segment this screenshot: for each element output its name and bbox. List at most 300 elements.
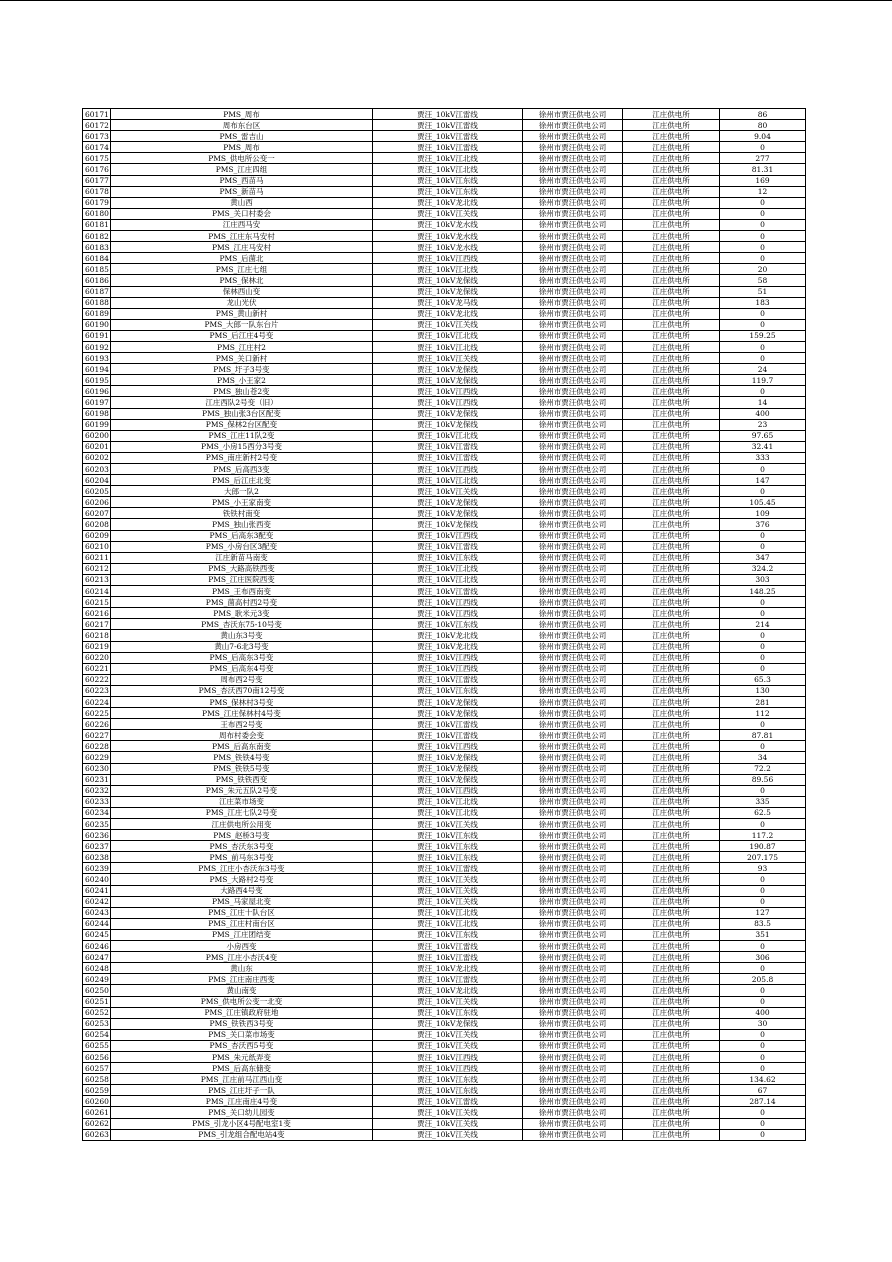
station-cell: 江庄供电所 — [623, 475, 720, 486]
transformer-name-cell: PMS_江庄南庄西变 — [111, 974, 373, 985]
table-row — [83, 219, 806, 230]
table-row — [83, 408, 806, 419]
value-cell: 190.87 — [720, 841, 806, 852]
station-cell: 江庄供电所 — [623, 819, 720, 830]
value-cell: 23 — [720, 419, 806, 430]
transformer-name-cell: PMS_独山张西变 — [111, 519, 373, 530]
table-row — [83, 685, 806, 696]
company-cell: 徐州市贾汪供电公司 — [523, 519, 623, 530]
station-cell: 江庄供电所 — [623, 275, 720, 286]
company-cell: 徐州市贾汪供电公司 — [523, 530, 623, 541]
transformer-name-cell: PMS_江庄小杏沃东3号变 — [111, 863, 373, 874]
station-cell: 江庄供电所 — [623, 852, 720, 863]
company-cell: 徐州市贾汪供电公司 — [523, 508, 623, 519]
row-id-cell: 60217 — [83, 619, 111, 630]
transformer-name-cell: 周布东台区 — [111, 120, 373, 131]
company-cell: 徐州市贾汪供电公司 — [523, 197, 623, 208]
value-cell: 119.7 — [720, 375, 806, 386]
value-cell: 0 — [720, 353, 806, 364]
company-cell: 徐州市贾汪供电公司 — [523, 841, 623, 852]
row-id-cell: 60200 — [83, 430, 111, 441]
company-cell: 徐州市贾汪供电公司 — [523, 397, 623, 408]
row-id-cell: 60228 — [83, 741, 111, 752]
company-cell: 徐州市贾汪供电公司 — [523, 120, 623, 131]
transformer-name-cell: PMS_江庄镇政府驻地 — [111, 1007, 373, 1018]
table-row — [83, 1063, 806, 1074]
station-cell: 江庄供电所 — [623, 807, 720, 818]
value-cell: 127 — [720, 907, 806, 918]
transformer-name-cell: PMS_铁铁西3号变 — [111, 1018, 373, 1029]
value-cell: 0 — [720, 1107, 806, 1118]
station-cell: 江庄供电所 — [623, 541, 720, 552]
station-cell: 江庄供电所 — [623, 253, 720, 264]
feeder-line-cell: 贾汪_10kV江东线 — [373, 852, 523, 863]
company-cell: 徐州市贾汪供电公司 — [523, 641, 623, 652]
transformer-name-cell: PMS_江庄马安村 — [111, 242, 373, 253]
transformer-name-cell: PMS_独山苍2变 — [111, 386, 373, 397]
company-cell: 徐州市贾汪供电公司 — [523, 819, 623, 830]
value-cell: 207.175 — [720, 852, 806, 863]
station-cell: 江庄供电所 — [623, 619, 720, 630]
company-cell: 徐州市贾汪供电公司 — [523, 874, 623, 885]
value-cell: 80 — [720, 120, 806, 131]
company-cell: 徐州市贾汪供电公司 — [523, 408, 623, 419]
table-row — [83, 419, 806, 430]
transformer-name-cell: 王布西2号变 — [111, 719, 373, 730]
company-cell: 徐州市贾汪供电公司 — [523, 708, 623, 719]
transformer-name-cell: PMS_江庄南庄4号变 — [111, 1096, 373, 1107]
company-cell: 徐州市贾汪供电公司 — [523, 830, 623, 841]
feeder-line-cell: 贾汪_10kV江北线 — [373, 807, 523, 818]
company-cell: 徐州市贾汪供电公司 — [523, 186, 623, 197]
transformer-name-cell: PMS_杏沃西70南12号变 — [111, 685, 373, 696]
station-cell: 江庄供电所 — [623, 308, 720, 319]
feeder-line-cell: 贾汪_10kV龙保线 — [373, 519, 523, 530]
row-id-cell: 60186 — [83, 275, 111, 286]
row-id-cell: 60202 — [83, 452, 111, 463]
company-cell: 徐州市贾汪供电公司 — [523, 1063, 623, 1074]
transformer-name-cell: 黄山东3号变 — [111, 630, 373, 641]
row-id-cell: 60263 — [83, 1129, 111, 1140]
table-row — [83, 918, 806, 929]
company-cell: 徐州市贾汪供电公司 — [523, 929, 623, 940]
company-cell: 徐州市贾汪供电公司 — [523, 1085, 623, 1096]
station-cell: 江庄供电所 — [623, 375, 720, 386]
feeder-line-cell: 贾汪_10kV江关线 — [373, 1040, 523, 1051]
feeder-line-cell: 贾汪_10kV江关线 — [373, 319, 523, 330]
feeder-line-cell: 贾汪_10kV龙保线 — [373, 508, 523, 519]
company-cell: 徐州市贾汪供电公司 — [523, 1051, 623, 1062]
table-row — [83, 597, 806, 608]
table-row — [83, 974, 806, 985]
row-id-cell: 60215 — [83, 597, 111, 608]
table-row — [83, 1051, 806, 1062]
feeder-line-cell: 贾汪_10kV江北线 — [373, 341, 523, 352]
value-cell: 117.2 — [720, 830, 806, 841]
company-cell: 徐州市贾汪供电公司 — [523, 219, 623, 230]
table-row — [83, 208, 806, 219]
table-row — [83, 874, 806, 885]
feeder-line-cell: 贾汪_10kV江东线 — [373, 1085, 523, 1096]
row-id-cell: 60251 — [83, 996, 111, 1007]
value-cell: 0 — [720, 941, 806, 952]
company-cell: 徐州市贾汪供电公司 — [523, 630, 623, 641]
company-cell: 徐州市贾汪供电公司 — [523, 286, 623, 297]
transformer-name-cell: PMS_保林村3号变 — [111, 696, 373, 707]
transformer-table — [82, 108, 806, 1141]
row-id-cell: 60173 — [83, 131, 111, 142]
table-row — [83, 497, 806, 508]
station-cell: 江庄供电所 — [623, 929, 720, 940]
value-cell: 183 — [720, 297, 806, 308]
feeder-line-cell: 贾汪_10kV江关线 — [373, 874, 523, 885]
station-cell: 江庄供电所 — [623, 286, 720, 297]
feeder-line-cell: 贾汪_10kV江西线 — [373, 386, 523, 397]
station-cell: 江庄供电所 — [623, 430, 720, 441]
station-cell: 江庄供电所 — [623, 1118, 720, 1129]
feeder-line-cell: 贾汪_10kV江北线 — [373, 330, 523, 341]
table-row — [83, 397, 806, 408]
row-id-cell: 60253 — [83, 1018, 111, 1029]
feeder-line-cell: 贾汪_10kV江雷线 — [373, 1096, 523, 1107]
company-cell: 徐州市贾汪供电公司 — [523, 441, 623, 452]
value-cell: 72.2 — [720, 763, 806, 774]
table-row — [83, 375, 806, 386]
company-cell: 徐州市贾汪供电公司 — [523, 863, 623, 874]
value-cell: 0 — [720, 652, 806, 663]
value-cell: 9.04 — [720, 131, 806, 142]
value-cell: 0 — [720, 608, 806, 619]
value-cell: 281 — [720, 696, 806, 707]
transformer-name-cell: PMS_独山张3台区配变 — [111, 408, 373, 419]
table-row — [83, 641, 806, 652]
row-id-cell: 60219 — [83, 641, 111, 652]
company-cell: 徐州市贾汪供电公司 — [523, 430, 623, 441]
transformer-name-cell: PMS_后高东南变 — [111, 741, 373, 752]
transformer-name-cell: PMS_菌高村西2号变 — [111, 597, 373, 608]
feeder-line-cell: 贾汪_10kV江关线 — [373, 486, 523, 497]
value-cell: 287.14 — [720, 1096, 806, 1107]
transformer-name-cell: PMS_周布 — [111, 109, 373, 120]
table-row — [83, 708, 806, 719]
table-row — [83, 1085, 806, 1096]
row-id-cell: 60234 — [83, 807, 111, 818]
value-cell: 0 — [720, 1118, 806, 1129]
company-cell: 徐州市贾汪供电公司 — [523, 985, 623, 996]
feeder-line-cell: 贾汪_10kV江雷线 — [373, 541, 523, 552]
feeder-line-cell: 贾汪_10kV江关线 — [373, 1029, 523, 1040]
station-cell: 江庄供电所 — [623, 1129, 720, 1140]
table-row — [83, 1018, 806, 1029]
transformer-name-cell: 黄山7-6北3号变 — [111, 641, 373, 652]
feeder-line-cell: 贾汪_10kV江北线 — [373, 430, 523, 441]
company-cell: 徐州市贾汪供电公司 — [523, 586, 623, 597]
station-cell: 江庄供电所 — [623, 1085, 720, 1096]
table-row — [83, 841, 806, 852]
company-cell: 徐州市贾汪供电公司 — [523, 696, 623, 707]
table-row — [83, 430, 806, 441]
station-cell: 江庄供电所 — [623, 1107, 720, 1118]
company-cell: 徐州市贾汪供电公司 — [523, 996, 623, 1007]
station-cell: 江庄供电所 — [623, 608, 720, 619]
station-cell: 江庄供电所 — [623, 663, 720, 674]
value-cell: 335 — [720, 796, 806, 807]
station-cell: 江庄供电所 — [623, 1029, 720, 1040]
feeder-line-cell: 贾汪_10kV龙保线 — [373, 752, 523, 763]
station-cell: 江庄供电所 — [623, 419, 720, 430]
transformer-name-cell: PMS_江庄村2 — [111, 341, 373, 352]
station-cell: 江庄供电所 — [623, 231, 720, 242]
row-id-cell: 60189 — [83, 308, 111, 319]
value-cell: 0 — [720, 197, 806, 208]
value-cell: 148.25 — [720, 586, 806, 597]
feeder-line-cell: 贾汪_10kV江东线 — [373, 1074, 523, 1085]
row-id-cell: 60233 — [83, 796, 111, 807]
station-cell: 江庄供电所 — [623, 364, 720, 375]
company-cell: 徐州市贾汪供电公司 — [523, 308, 623, 319]
feeder-line-cell: 贾汪_10kV江西线 — [373, 741, 523, 752]
transformer-name-cell: PMS_江庄村南台区 — [111, 918, 373, 929]
company-cell: 徐州市贾汪供电公司 — [523, 341, 623, 352]
company-cell: 徐州市贾汪供电公司 — [523, 741, 623, 752]
transformer-name-cell: PMS_引龙小区4号配电室1变 — [111, 1118, 373, 1129]
transformer-name-cell: 黄山西 — [111, 197, 373, 208]
table-row — [83, 1029, 806, 1040]
feeder-line-cell: 贾汪_10kV龙北线 — [373, 630, 523, 641]
transformer-name-cell: PMS_后高东3号变 — [111, 652, 373, 663]
value-cell: 0 — [720, 219, 806, 230]
company-cell: 徐州市贾汪供电公司 — [523, 918, 623, 929]
table-row — [83, 1129, 806, 1140]
company-cell: 徐州市贾汪供电公司 — [523, 608, 623, 619]
transformer-name-cell: 江庄西马安 — [111, 219, 373, 230]
value-cell: 376 — [720, 519, 806, 530]
company-cell: 徐州市贾汪供电公司 — [523, 208, 623, 219]
station-cell: 江庄供电所 — [623, 830, 720, 841]
company-cell: 徐州市贾汪供电公司 — [523, 885, 623, 896]
value-cell: 0 — [720, 874, 806, 885]
feeder-line-cell: 贾汪_10kV江关线 — [373, 819, 523, 830]
company-cell: 徐州市贾汪供电公司 — [523, 652, 623, 663]
feeder-line-cell: 贾汪_10kV江西线 — [373, 1063, 523, 1074]
table-row — [83, 153, 806, 164]
station-cell: 江庄供电所 — [623, 896, 720, 907]
feeder-line-cell: 贾汪_10kV江关线 — [373, 996, 523, 1007]
transformer-name-cell: PMS_铁铁4号变 — [111, 752, 373, 763]
transformer-name-cell: 大路西4号变 — [111, 885, 373, 896]
table-row — [83, 1096, 806, 1107]
row-id-cell: 60246 — [83, 941, 111, 952]
row-id-cell: 60259 — [83, 1085, 111, 1096]
company-cell: 徐州市贾汪供电公司 — [523, 685, 623, 696]
transformer-name-cell: PMS_引龙组合配电站4变 — [111, 1129, 373, 1140]
top-border-line — [0, 0, 892, 1]
station-cell: 江庄供电所 — [623, 841, 720, 852]
station-cell: 江庄供电所 — [623, 1096, 720, 1107]
value-cell: 89.56 — [720, 774, 806, 785]
feeder-line-cell: 贾汪_10kV龙北线 — [373, 985, 523, 996]
transformer-name-cell: PMS_关口幼儿园变 — [111, 1107, 373, 1118]
value-cell: 303 — [720, 574, 806, 585]
row-id-cell: 60238 — [83, 852, 111, 863]
feeder-line-cell: 贾汪_10kV江东线 — [373, 685, 523, 696]
station-cell: 江庄供电所 — [623, 131, 720, 142]
value-cell: 0 — [720, 885, 806, 896]
table-row — [83, 275, 806, 286]
row-id-cell: 60254 — [83, 1029, 111, 1040]
transformer-name-cell: PMS_后江庄北变 — [111, 475, 373, 486]
table-row — [83, 752, 806, 763]
company-cell: 徐州市贾汪供电公司 — [523, 1018, 623, 1029]
station-cell: 江庄供电所 — [623, 497, 720, 508]
row-id-cell: 60224 — [83, 696, 111, 707]
value-cell: 83.5 — [720, 918, 806, 929]
company-cell: 徐州市贾汪供电公司 — [523, 142, 623, 153]
value-cell: 86 — [720, 109, 806, 120]
transformer-name-cell: 小房西变 — [111, 941, 373, 952]
table-row — [83, 952, 806, 963]
station-cell: 江庄供电所 — [623, 1063, 720, 1074]
table-row — [83, 674, 806, 685]
row-id-cell: 60225 — [83, 708, 111, 719]
row-id-cell: 60249 — [83, 974, 111, 985]
feeder-line-cell: 贾汪_10kV江关线 — [373, 896, 523, 907]
row-id-cell: 60193 — [83, 353, 111, 364]
feeder-line-cell: 贾汪_10kV江关线 — [373, 208, 523, 219]
feeder-line-cell: 贾汪_10kV江关线 — [373, 1107, 523, 1118]
feeder-line-cell: 贾汪_10kV江东线 — [373, 175, 523, 186]
station-cell: 江庄供电所 — [623, 985, 720, 996]
table-row — [83, 830, 806, 841]
company-cell: 徐州市贾汪供电公司 — [523, 1007, 623, 1018]
station-cell: 江庄供电所 — [623, 796, 720, 807]
company-cell: 徐州市贾汪供电公司 — [523, 963, 623, 974]
station-cell: 江庄供电所 — [623, 186, 720, 197]
transformer-name-cell: PMS_江庄团结变 — [111, 929, 373, 940]
table-row — [83, 563, 806, 574]
station-cell: 江庄供电所 — [623, 175, 720, 186]
value-cell: 0 — [720, 963, 806, 974]
value-cell: 159.25 — [720, 330, 806, 341]
feeder-line-cell: 贾汪_10kV江西线 — [373, 652, 523, 663]
company-cell: 徐州市贾汪供电公司 — [523, 264, 623, 275]
feeder-line-cell: 贾汪_10kV江北线 — [373, 907, 523, 918]
station-cell: 江庄供电所 — [623, 441, 720, 452]
table-row — [83, 109, 806, 120]
company-cell: 徐州市贾汪供电公司 — [523, 563, 623, 574]
row-id-cell: 60257 — [83, 1063, 111, 1074]
row-id-cell: 60241 — [83, 885, 111, 896]
feeder-line-cell: 贾汪_10kV龙保线 — [373, 408, 523, 419]
feeder-line-cell: 贾汪_10kV龙保线 — [373, 708, 523, 719]
company-cell: 徐州市贾汪供电公司 — [523, 941, 623, 952]
row-id-cell: 60227 — [83, 730, 111, 741]
company-cell: 徐州市贾汪供电公司 — [523, 541, 623, 552]
value-cell: 0 — [720, 597, 806, 608]
row-id-cell: 60199 — [83, 419, 111, 430]
table-row — [83, 264, 806, 275]
feeder-line-cell: 贾汪_10kV江北线 — [373, 475, 523, 486]
table-row — [83, 386, 806, 397]
company-cell: 徐州市贾汪供电公司 — [523, 674, 623, 685]
feeder-line-cell: 贾汪_10kV江雷线 — [373, 441, 523, 452]
row-id-cell: 60192 — [83, 341, 111, 352]
company-cell: 徐州市贾汪供电公司 — [523, 353, 623, 364]
transformer-name-cell: PMS_大郎一队东台片 — [111, 319, 373, 330]
value-cell: 324.2 — [720, 563, 806, 574]
table-row — [83, 330, 806, 341]
row-id-cell: 60197 — [83, 397, 111, 408]
feeder-line-cell: 贾汪_10kV江雷线 — [373, 863, 523, 874]
feeder-line-cell: 贾汪_10kV龙保线 — [373, 1018, 523, 1029]
transformer-name-cell: PMS_圩子3号变 — [111, 364, 373, 375]
row-id-cell: 60204 — [83, 475, 111, 486]
transformer-name-cell: PMS_后高西3变 — [111, 464, 373, 475]
value-cell: 0 — [720, 996, 806, 1007]
transformer-name-cell: PMS_前马东3号变 — [111, 852, 373, 863]
transformer-name-cell: PMS_西苗马 — [111, 175, 373, 186]
value-cell: 81.31 — [720, 164, 806, 175]
feeder-line-cell: 贾汪_10kV江西线 — [373, 1051, 523, 1062]
row-id-cell: 60226 — [83, 719, 111, 730]
transformer-name-cell: PMS_江庄七组 — [111, 264, 373, 275]
station-cell: 江庄供电所 — [623, 219, 720, 230]
row-id-cell: 60216 — [83, 608, 111, 619]
company-cell: 徐州市贾汪供电公司 — [523, 974, 623, 985]
value-cell: 30 — [720, 1018, 806, 1029]
value-cell: 0 — [720, 253, 806, 264]
table-row — [83, 796, 806, 807]
row-id-cell: 60247 — [83, 952, 111, 963]
table-row — [83, 486, 806, 497]
value-cell: 0 — [720, 242, 806, 253]
value-cell: 0 — [720, 308, 806, 319]
station-cell: 江庄供电所 — [623, 486, 720, 497]
station-cell: 江庄供电所 — [623, 530, 720, 541]
row-id-cell: 60211 — [83, 552, 111, 563]
transformer-name-cell: 铁铁村南变 — [111, 508, 373, 519]
company-cell: 徐州市贾汪供电公司 — [523, 419, 623, 430]
transformer-name-cell: PMS_后江庄4号变 — [111, 330, 373, 341]
transformer-name-cell: PMS_杏沃西5号变 — [111, 1040, 373, 1051]
row-id-cell: 60183 — [83, 242, 111, 253]
company-cell: 徐州市贾汪供电公司 — [523, 719, 623, 730]
table-row — [83, 186, 806, 197]
station-cell: 江庄供电所 — [623, 164, 720, 175]
value-cell: 0 — [720, 486, 806, 497]
transformer-name-cell: PMS_赵桥3号变 — [111, 830, 373, 841]
transformer-name-cell: 大郎一队2 — [111, 486, 373, 497]
station-cell: 江庄供电所 — [623, 563, 720, 574]
station-cell: 江庄供电所 — [623, 652, 720, 663]
transformer-name-cell: PMS_江庄七队2号变 — [111, 807, 373, 818]
company-cell: 徐州市贾汪供电公司 — [523, 1040, 623, 1051]
row-id-cell: 60222 — [83, 674, 111, 685]
row-id-cell: 60207 — [83, 508, 111, 519]
row-id-cell: 60184 — [83, 253, 111, 264]
table-row — [83, 253, 806, 264]
feeder-line-cell: 贾汪_10kV龙北线 — [373, 963, 523, 974]
station-cell: 江庄供电所 — [623, 297, 720, 308]
row-id-cell: 60221 — [83, 663, 111, 674]
company-cell: 徐州市贾汪供电公司 — [523, 574, 623, 585]
row-id-cell: 60258 — [83, 1074, 111, 1085]
station-cell: 江庄供电所 — [623, 341, 720, 352]
value-cell: 0 — [720, 142, 806, 153]
value-cell: 87.81 — [720, 730, 806, 741]
station-cell: 江庄供电所 — [623, 785, 720, 796]
station-cell: 江庄供电所 — [623, 1051, 720, 1062]
